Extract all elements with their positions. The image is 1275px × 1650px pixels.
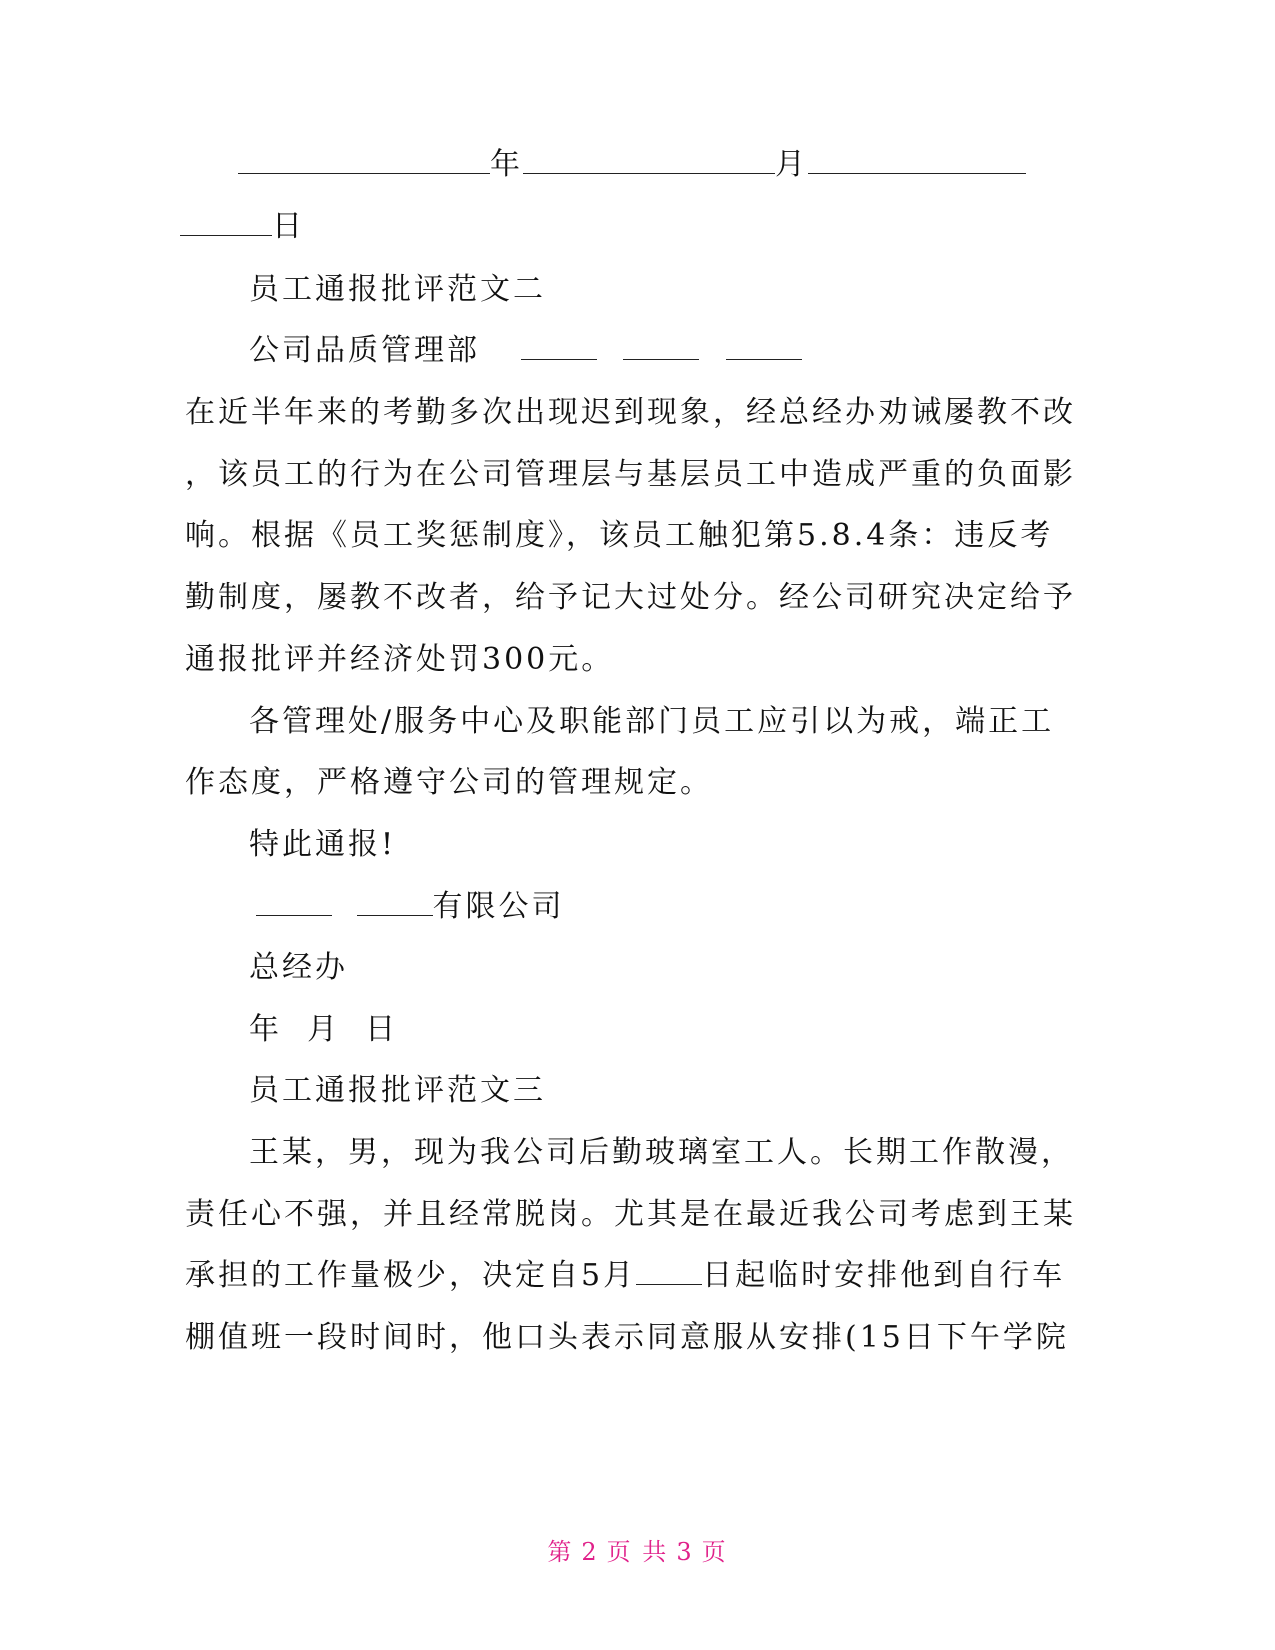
section2-warning-line: 各管理处/服务中心及职能部门员工应引以为戒，端正工 — [249, 704, 1055, 739]
day-label: 日 — [272, 209, 305, 244]
footer-total-pages: 3 — [676, 1538, 694, 1566]
section2-closing: 特此通报! — [249, 827, 397, 862]
name-blank-2 — [623, 333, 699, 360]
footer-suffix: 页 — [701, 1538, 728, 1566]
section2-para-line: 在近半年来的考勤多次出现迟到现象，经总经办劝诫屡教不改 — [185, 395, 1076, 430]
section3-line3-pre: 承担的工作量极少，决定自5月 — [185, 1258, 637, 1293]
company-suffix: 有限公司 — [432, 889, 565, 924]
date-blank — [636, 1258, 702, 1285]
section3-para-line — [185, 1256, 1085, 1296]
page-footer — [0, 1537, 1275, 1567]
section2-warning-line: 作态度，严格遵守公司的管理规定。 — [185, 765, 713, 800]
section3-para-line: 棚值班一段时间时，他口头表示同意服从安排(15日下午学院 — [185, 1320, 1069, 1355]
section3-title: 员工通报批评范文三 — [249, 1073, 546, 1108]
date-line-cont — [180, 207, 1080, 247]
footer-prefix: 第 — [547, 1538, 574, 1566]
section2-para-line: ，该员工的行为在公司管理层与基层员工中造成严重的负面影 — [185, 457, 1076, 492]
section2-company-line — [256, 887, 1156, 927]
day-blank-a — [808, 147, 1026, 174]
month-blank — [523, 147, 775, 174]
section2-para-line: 响。根据《员工奖惩制度》，该员工触犯第5.8.4条：违反考 — [185, 518, 1054, 553]
section2-title: 员工通报批评范文二 — [249, 272, 546, 307]
date-line — [238, 145, 1138, 185]
section2-dept: 公司品质管理部 — [249, 333, 480, 368]
company-blank-2 — [357, 889, 433, 916]
section2-para-line: 勤制度，屡教不改者，给予记大过处分。经公司研究决定给予 — [185, 580, 1076, 615]
company-blank-1 — [256, 889, 332, 916]
footer-mid: 页 共 — [606, 1538, 669, 1566]
name-blank-3 — [726, 333, 802, 360]
section2-dept-line — [249, 331, 1149, 371]
section3-para-line: 责任心不强，并且经常脱岗。尤其是在最近我公司考虑到王某 — [185, 1197, 1076, 1232]
section2-office: 总经办 — [249, 950, 348, 985]
section2-para-line: 通报批评并经济处罚300元。 — [185, 642, 615, 677]
year-blank — [238, 147, 490, 174]
section2-date: 年 月 日 — [249, 1012, 399, 1047]
section3-para-line: 王某，男，现为我公司后勤玻璃室工人。长期工作散漫， — [249, 1135, 1074, 1170]
month-label: 月 — [775, 147, 808, 182]
footer-page-number: 2 — [581, 1538, 599, 1566]
day-blank-b — [180, 209, 272, 236]
section3-line3-post: 日起临时安排他到自行车 — [702, 1258, 1066, 1293]
name-blank-1 — [521, 333, 597, 360]
year-label: 年 — [490, 147, 523, 182]
